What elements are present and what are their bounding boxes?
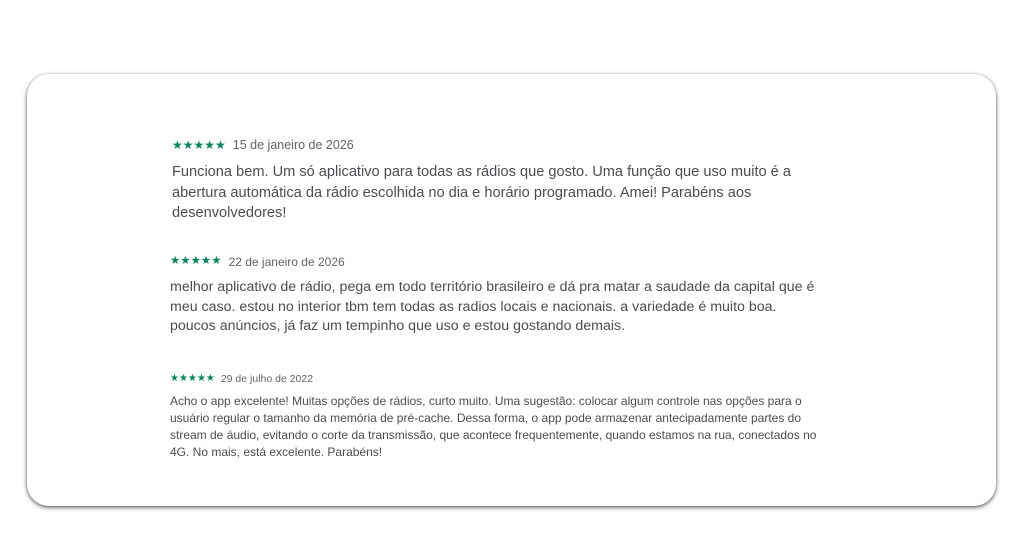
review-date: 15 de janeiro de 2026 xyxy=(232,138,354,152)
review-meta xyxy=(172,138,812,152)
review-text: Acho o app excelente! Muitas opções de rádios, curto muito. Uma sugestão: colocar algum controle nas opções para o usuário regular o tamanho da memória de pré-cache. Dessa forma, o app pode armazenar antecipadamente partes do stream de áudio, evitando o corte da transmissão, que acontece frequentemente, quando estamos na rua, conectados no 4G. No mais, está excelente. Parabéns! xyxy=(170,394,817,459)
review-text: Funciona bem. Um só aplicativo para todas as rádios que gosto. Uma função que uso muito é a abertura automática da rádio escolhida no dia e horário programado. Amei! Parabéns aos desenvolvedores! xyxy=(172,164,791,221)
review-item xyxy=(170,255,820,337)
review-meta xyxy=(170,255,820,269)
reviews-card xyxy=(27,74,996,506)
star-rating-icon: ★★★★★ xyxy=(170,255,222,268)
review-text: melhor aplicativo de rádio, pega em todo território brasileiro e dá pra matar a saudade da capital que é meu caso. estou no interior tbm tem todas as radios locais e nacionais. a variedade é muito boa. poucos anúncios, já faz um tempinho que uso e estou gostando demais. xyxy=(170,279,815,334)
review-date: 29 de julho de 2022 xyxy=(220,373,314,385)
review-item xyxy=(172,138,812,224)
review-item xyxy=(170,373,830,461)
star-rating-icon: ★★★★★ xyxy=(172,138,226,152)
star-rating-icon: ★★★★★ xyxy=(170,373,215,384)
review-date: 22 de janeiro de 2026 xyxy=(228,255,345,269)
review-meta xyxy=(170,373,830,385)
